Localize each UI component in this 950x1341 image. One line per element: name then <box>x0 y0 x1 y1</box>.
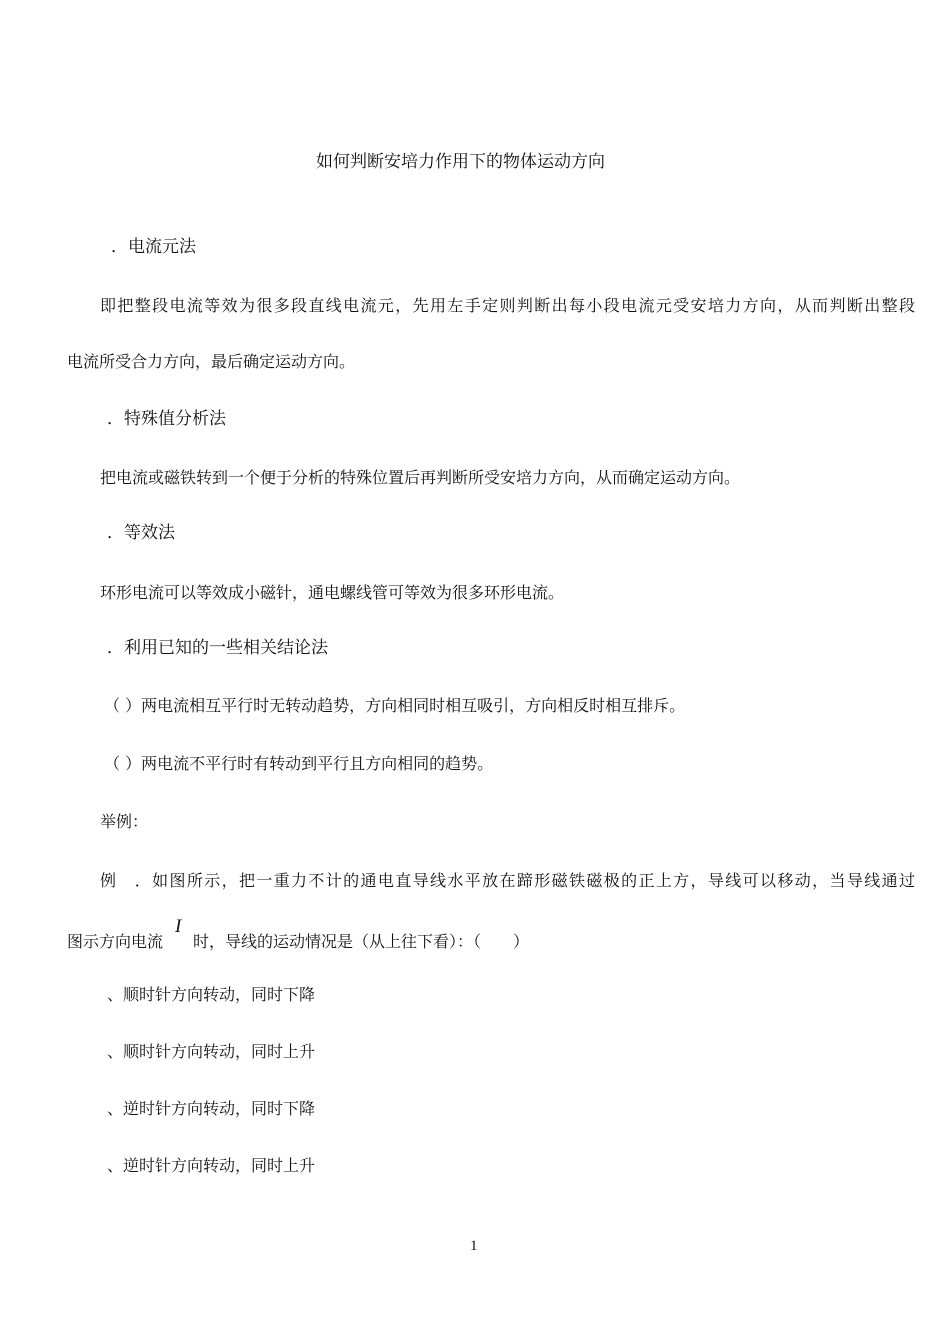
example-question-line1: 例 ．如图所示，把一重力不计的通电直导线水平放在蹄形磁铁磁极的正上方，导线可以移动，当导线通过 <box>100 871 915 890</box>
section-body-special-value: 把电流或磁铁转到一个便于分析的特殊位置后再判断所受安培力方向，从而确定运动方向。 <box>100 468 741 487</box>
answer-option-d: 、逆时针方向转动，同时上升 <box>107 1156 316 1175</box>
answer-option-c: 、逆时针方向转动，同时下降 <box>107 1099 316 1118</box>
section-body-equivalence: 环形电流可以等效成小磁针，通电螺线管可等效为很多环形电流。 <box>100 583 565 602</box>
example-question-line2-prefix: 图示方向电流 <box>67 932 164 951</box>
conclusion-item-parallel: （ ）两电流相互平行时无转动趋势，方向相同时相互吸引，方向相反时相互排斥。 <box>104 696 686 715</box>
section-heading-known-conclusions: ．利用已知的一些相关结论法 <box>107 638 328 658</box>
section-heading-special-value: ．特殊值分析法 <box>107 409 226 429</box>
example-question-line2-suffix: 时，导线的运动情况是（从上往下看）：（ ） <box>193 932 530 951</box>
page-number: 1 <box>470 1238 478 1254</box>
section-heading-current-element: ．电流元法 <box>111 237 196 257</box>
example-label: 举例： <box>100 812 149 831</box>
current-symbol: I <box>175 916 182 937</box>
answer-option-a: 、顺时针方向转动，同时下降 <box>107 985 316 1004</box>
page-title: 如何判断安培力作用下的物体运动方向 <box>316 152 605 172</box>
section-body-current-element-line2: 电流所受合力方向，最后确定运动方向。 <box>67 352 356 371</box>
conclusion-item-nonparallel: （ ）两电流不平行时有转动到平行且方向相同的趋势。 <box>104 754 494 773</box>
answer-option-b: 、顺时针方向转动，同时上升 <box>107 1042 316 1061</box>
section-body-current-element-line1: 即把整段电流等效为很多段直线电流元，先用左手定则判断出每小段电流元受安培力方向，从而判断出整段 <box>100 296 915 315</box>
section-heading-equivalence: ．等效法 <box>107 523 175 543</box>
